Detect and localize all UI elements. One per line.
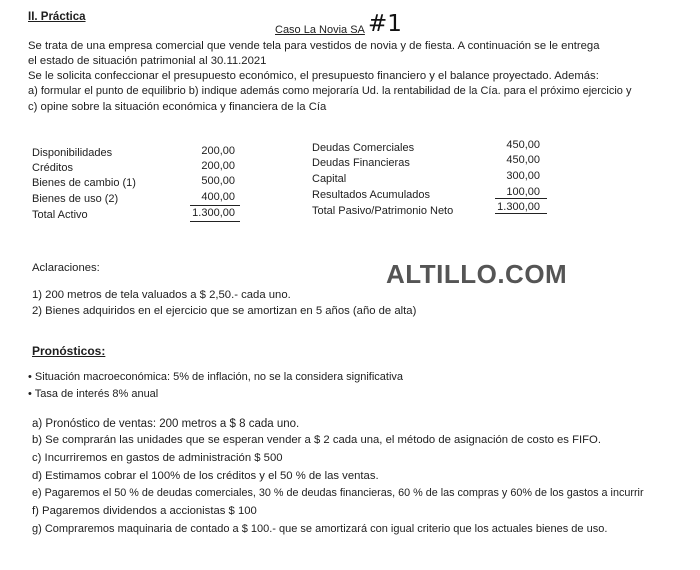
bullet-item	[28, 371, 403, 383]
asset-label: Bienes de cambio (1)	[32, 177, 136, 189]
forecast-item-b: b) Se comprarán las unidades que se esperan vender a $ 2 cada una, el método de asignación de costo es FIFO.	[32, 434, 601, 446]
liability-value: 450,00	[506, 139, 540, 151]
intro-line-3: Se le solicita confeccionar el presupuesto económico, el presupuesto financiero y el balance proyectado. Además:	[28, 70, 599, 82]
assets-total-label: Total Activo	[32, 209, 88, 221]
asset-label: Bienes de uso (2)	[32, 193, 119, 205]
clarification-2: 2) Bienes adquiridos en el ejercicio que se amortizan en 5 años (año de alta)	[32, 305, 417, 317]
assets-total-value: 1.300,00	[192, 207, 235, 219]
forecast-item-a: a) Pronóstico de ventas: 200 metros a $ 8 cada uno.	[32, 418, 300, 430]
asset-value: 200,00	[201, 160, 235, 172]
bullet-icon: •	[28, 371, 32, 383]
forecast-item-e: e) Pagaremos el 50 % de deudas comerciales, 30 % de deudas financieras, 60 % de las compras y 60% de los gastos a incurrir	[32, 487, 644, 499]
bullet-icon: •	[28, 388, 32, 400]
forecast-item-g: g) Compraremos maquinaria de contado a $ 100.- que se amortizará con igual criterio que los actuales bienes de uso.	[32, 523, 608, 535]
forecast-item-f: f) Pagaremos dividendos a accionistas $ 100	[32, 505, 257, 517]
liabilities-total-label: Total Pasivo/Patrimonio Neto	[312, 205, 454, 217]
clarifications-title: Aclaraciones:	[32, 262, 100, 274]
asset-label: Créditos	[32, 162, 73, 174]
liabilities-total-value: 1.300,00	[497, 201, 540, 213]
liability-value: 100,00	[506, 186, 540, 198]
liabilities-total-rule	[495, 213, 547, 214]
bullet-item	[28, 388, 158, 400]
liability-label: Deudas Comerciales	[312, 142, 415, 154]
intro-line-4: a) formular el punto de equilibrio b) indique además como mejoraría Ud. la rentabilidad de la Cía. para el próximo ejercicio y	[28, 85, 632, 97]
forecast-item-c: c) Incurriremos en gastos de administración $ 500	[32, 452, 283, 464]
liability-value: 450,00	[506, 154, 540, 166]
assets-subtotal-rule	[190, 205, 240, 206]
intro-line-1: Se trata de una empresa comercial que vende tela para vestidos de novia y de fiesta. A continuación se le entrega	[28, 40, 600, 52]
bullet-text: Tasa de interés 8% anual	[34, 388, 159, 400]
liability-label: Resultados Acumulados	[312, 189, 431, 201]
asset-value: 500,00	[201, 175, 235, 187]
bullet-text: Situación macroeconómica: 5% de inflación, no se la considera significativa	[34, 371, 404, 383]
forecast-item-d: d) Estimamos cobrar el 100% de los créditos y el 50 % de las ventas.	[32, 470, 379, 482]
assets-total-rule	[190, 221, 240, 222]
intro-line-2: el estado de situación patrimonial al 30.11.2021	[28, 55, 267, 67]
liabilities-subtotal-rule	[495, 198, 547, 199]
handwritten-mark: #1	[368, 11, 402, 37]
liability-value: 300,00	[506, 170, 540, 182]
section-heading: II. Práctica	[28, 11, 86, 23]
asset-value: 400,00	[201, 191, 235, 203]
forecasts-title: Pronósticos:	[32, 344, 106, 358]
case-title: Caso La Novia SA	[275, 24, 365, 36]
clarification-1: 1) 200 metros de tela valuados a $ 2,50.- cada uno.	[32, 289, 291, 301]
watermark: ALTILLO.COM	[386, 259, 568, 289]
liability-label: Deudas Financieras	[312, 157, 410, 169]
intro-line-5: c) opine sobre la situación económica y financiera de la Cía	[28, 101, 327, 113]
asset-value: 200,00	[201, 145, 235, 157]
asset-label: Disponibilidades	[32, 147, 113, 159]
liability-label: Capital	[312, 173, 347, 185]
